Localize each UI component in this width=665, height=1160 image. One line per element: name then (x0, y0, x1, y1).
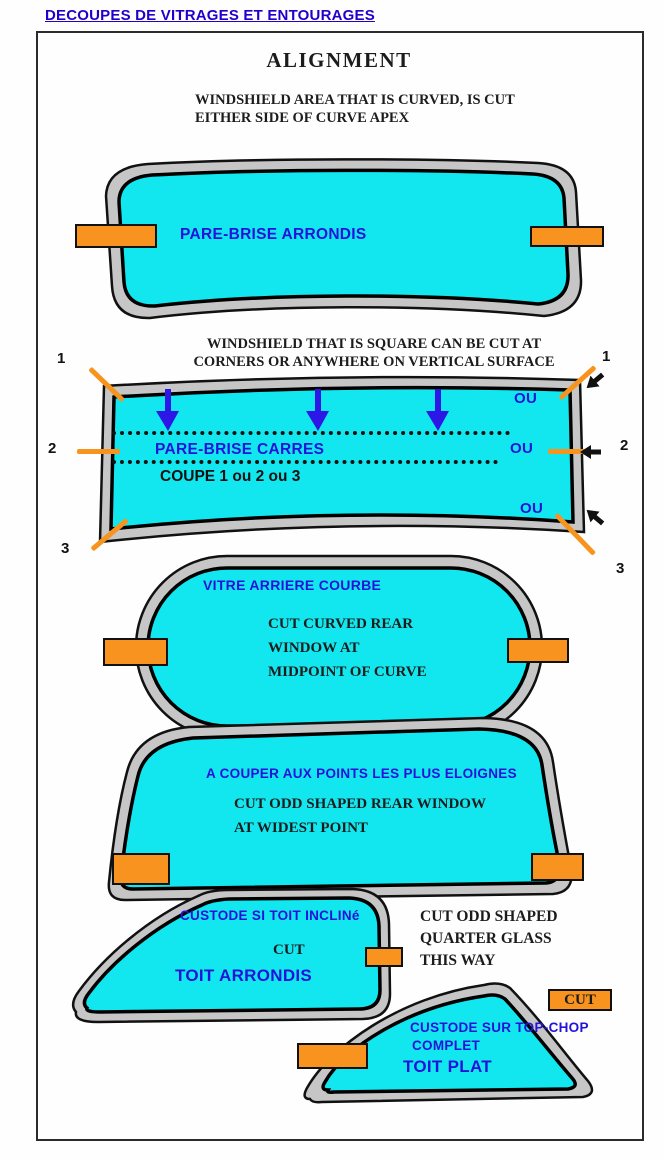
marker-2-left: 2 (48, 440, 57, 457)
or-label: OU (520, 500, 544, 517)
cut-marker (531, 853, 584, 881)
cut-marker (112, 853, 170, 885)
cut-direction-arrow-icon (580, 445, 602, 459)
page-title-link[interactable]: DECOUPES DE VITRAGES ET ENTOURAGES (45, 7, 375, 24)
cut-marker (365, 947, 403, 967)
square-windshield-label: PARE-BRISE CARRES (155, 441, 325, 458)
top-chop-label-line1: CUSTODE SUR TOP-CHOP (410, 1020, 589, 1035)
marker-1-left: 1 (57, 350, 66, 367)
marker-3-left: 3 (61, 540, 70, 557)
cut-dotted-line (112, 460, 498, 464)
curved-windshield-label: PARE-BRISE ARRONDIS (180, 226, 367, 243)
alignment-heading: ALIGNMENT (266, 48, 412, 72)
cut-marker (530, 226, 604, 247)
curved-rear-window-label: VITRE ARRIERE COURBE (203, 577, 382, 593)
cut-line (77, 449, 120, 454)
marker-3-right: 3 (616, 560, 625, 577)
roof-type-label: TOIT ARRONDIS (175, 966, 313, 985)
curved-rear-window-caption: CUT CURVED REAR WINDOW AT MIDPOINT OF CURVE (268, 616, 427, 680)
quarter-glass-label: CUSTODE SI TOIT INCLINé (180, 908, 360, 923)
quarter-glass-caption: CUT ODD SHAPED QUARTER GLASS THIS WAY (420, 908, 558, 969)
top-chop-label-line2: COMPLET (412, 1038, 481, 1053)
cut-marker-labeled: CUT (548, 989, 612, 1011)
square-windshield-caption: WINDSHIELD THAT IS SQUARE CAN BE CUT AT CORNERS OR ANYWHERE ON VERTICAL SURFACE (193, 336, 555, 370)
marker-2-right: 2 (620, 437, 629, 454)
odd-rear-window-label: A COUPER AUX POINTS LES PLUS ELOIGNES (206, 766, 517, 781)
cut-direction-down-arrow-icon (426, 389, 450, 433)
marker-1-right: 1 (602, 348, 611, 365)
cut-dotted-line (112, 431, 510, 435)
cut-marker (103, 638, 168, 666)
cut-note: COUPE 1 ou 2 ou 3 (160, 468, 301, 485)
or-label: OU (514, 390, 538, 407)
cut-direction-down-arrow-icon (156, 389, 180, 433)
curved-windshield-caption: WINDSHIELD AREA THAT IS CURVED, IS CUT EITHER SIDE OF CURVE APEX (195, 92, 515, 126)
cut-marker (297, 1043, 368, 1069)
cut-marker (507, 638, 569, 663)
roof-type-label: TOIT PLAT (403, 1057, 492, 1076)
cut-marker (75, 224, 157, 248)
cut-direction-down-arrow-icon (306, 389, 330, 433)
or-label: OU (510, 440, 534, 457)
cut-label: CUT (273, 942, 305, 958)
odd-rear-window-caption: CUT ODD SHAPED REAR WINDOW AT WIDEST POINT (234, 796, 486, 836)
